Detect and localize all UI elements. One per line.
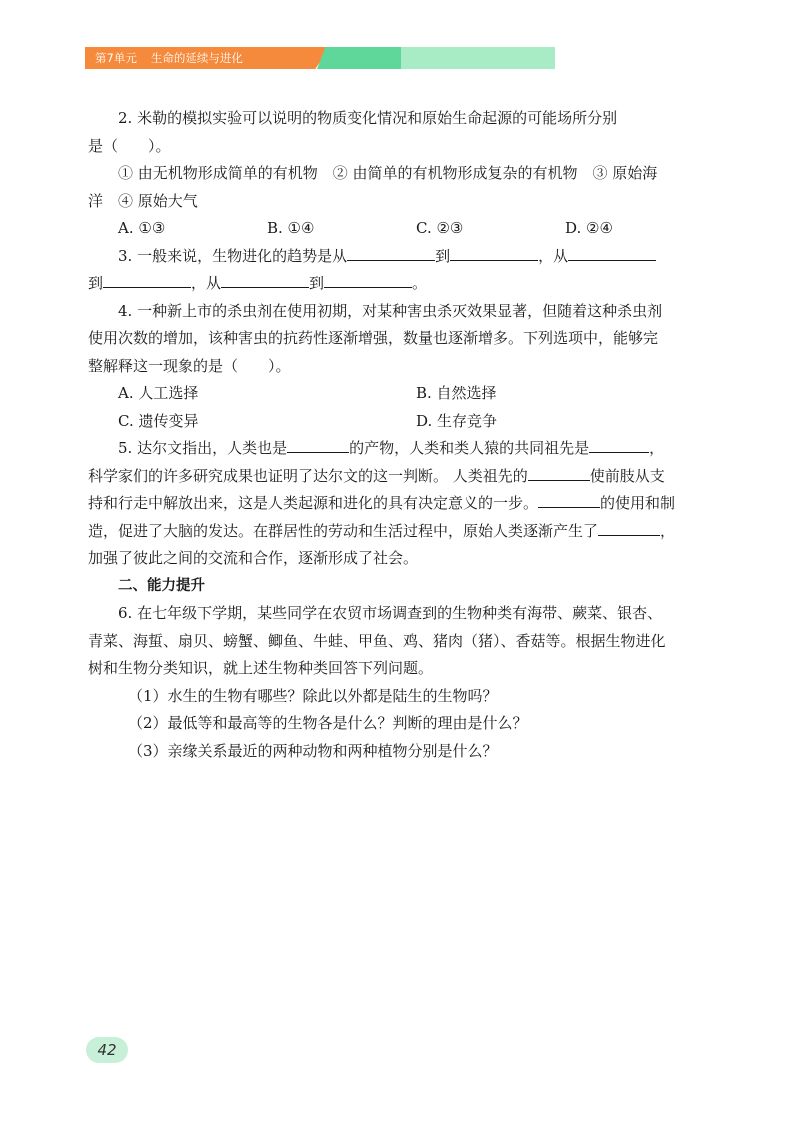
q6-sub-2: （2）最低等和最高等的生物各是什么？判断的理由是什么？	[128, 714, 528, 732]
q3-text-2: 到	[435, 246, 451, 265]
unit-header-banner	[85, 47, 470, 69]
q2-stem-line1: 2. 米勒的模拟实验可以说明的物质变化情况和原始生命起源的可能场所分别	[118, 109, 618, 127]
q5-text-6: 持和行走中解放出来，这是人类起源和进化的具有决定意义的一步。	[88, 494, 539, 512]
q2-options	[88, 215, 714, 243]
q2-stem-line2: 是（ ）。	[88, 136, 171, 155]
banner-text	[95, 47, 243, 69]
q5-blank-3	[528, 464, 590, 481]
unit-label: 第7单元	[95, 51, 137, 65]
q4-option-a: A. 人工选择	[118, 384, 199, 402]
q5-text-2: 的产物，人类和类人猿的共同祖先是	[349, 439, 590, 457]
q3-line2	[88, 270, 714, 298]
q5-text-7: 的使用和制	[600, 494, 676, 512]
q4-option-b: B. 自然选择	[416, 384, 497, 402]
page-number: 42	[86, 1037, 128, 1063]
q5-text-5: 使前肢从支	[589, 466, 665, 485]
q5-blank-5	[598, 519, 660, 536]
banner-light-green-segment	[401, 47, 555, 69]
q4-option-c: C. 遗传变异	[118, 411, 199, 430]
q2-option-b: B. ①④	[267, 219, 315, 237]
banner-green-segment	[317, 47, 401, 69]
q3-blank-5	[221, 271, 309, 288]
q3-blank-6	[324, 271, 412, 288]
q5-text-9: ，	[660, 521, 676, 540]
q6-sub-3: （3）亲缘关系最近的两种动物和两种植物分别是什么？	[128, 741, 498, 760]
q5-blank-4	[538, 491, 600, 508]
q3-blank-3	[568, 244, 656, 261]
q4-option-d: D. 生存竞争	[416, 411, 498, 430]
q6-line1: 6. 在七年级下学期，某些同学在农贸市场调查到的生物种类有海带、蕨菜、银杏、	[118, 604, 663, 622]
q5-text-3: ，	[649, 439, 665, 457]
q6-sub-1: （1）水生的生物有哪些？除此以外都是陆生的生物吗？	[128, 686, 498, 705]
q3-blank-1	[347, 244, 435, 261]
q4-line1: 4. 一种新上市的杀虫剂在使用初期，对某种害虫杀灭效果显著，但随着这种杀虫剂	[118, 301, 663, 320]
q3-text-6: 到	[309, 274, 325, 292]
q5-blank-2	[589, 436, 649, 453]
q3-blank-2	[450, 244, 538, 261]
q4-options-row2	[88, 408, 714, 436]
q6-line3: 树和生物分类知识，就上述生物种类回答下列问题。	[88, 659, 434, 677]
section-heading: 二、能力提升	[118, 577, 205, 594]
q2-option-a: A. ①③	[118, 219, 166, 237]
q4-line2: 使用次数的增加，该种害虫的抗药性逐渐增强，数量也逐渐增多。下列选项中，能够完	[88, 329, 659, 347]
q4-options-row1	[88, 380, 714, 408]
exercise-content	[88, 105, 714, 765]
q5-blank-1	[287, 436, 349, 453]
q2-items-line2: 洋 ④ 原始大气	[88, 191, 198, 210]
q3-text-7: 。	[412, 274, 428, 292]
unit-title: 生命的延续与进化	[150, 51, 243, 65]
q3-text-4: 到	[88, 274, 104, 292]
q3-blank-4	[103, 271, 191, 288]
q3-text-1: 3. 一般来说，生物进化的趋势是从	[118, 246, 348, 265]
q2-items-line1: ① 由无机物形成简单的有机物 ② 由简单的有机物形成复杂的有机物 ③ 原始海	[118, 164, 658, 182]
q6-line2: 青菜、海蜇、扇贝、螃蟹、鲫鱼、牛蛙、甲鱼、鸡、猪肉（猪）、香菇等。根据生物进化	[88, 631, 666, 650]
q2-option-c: C. ②③	[416, 219, 464, 237]
q5-line4	[88, 518, 714, 546]
q5-text-1: 5. 达尔文指出，人类也是	[118, 439, 288, 457]
q2-option-d: D. ②④	[565, 219, 613, 237]
q3-text-5: ，从	[191, 274, 222, 292]
q3-line1	[88, 243, 714, 271]
q5-line5: 加强了彼此之间的交流和合作，逐渐形成了社会。	[88, 549, 419, 567]
q5-line2	[88, 463, 714, 491]
q5-text-4: 科学家们的许多研究成果也证明了达尔文的这一判断。 人类祖先的	[88, 466, 528, 485]
q5-line3	[88, 490, 714, 518]
q5-text-8: 造，促进了大脑的发达。在群居性的劳动和生活过程中，原始人类逐渐产生了	[88, 521, 599, 540]
q4-line3: 整解释这一现象的是（ ）。	[88, 356, 291, 375]
q5-line1	[88, 435, 714, 463]
q3-text-3: ，从	[538, 246, 569, 265]
